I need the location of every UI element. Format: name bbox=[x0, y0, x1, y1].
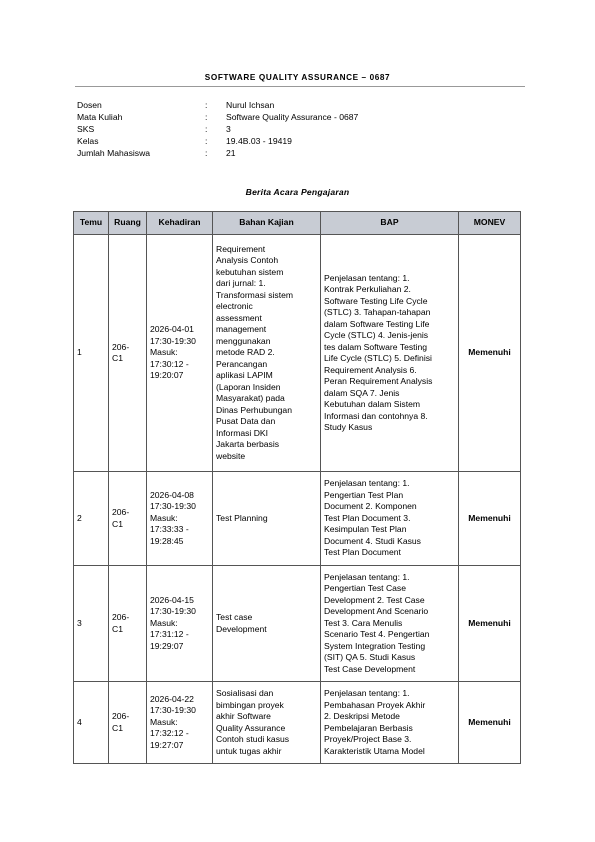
cell-temu: 2 bbox=[74, 472, 109, 566]
info-label: SKS bbox=[77, 124, 95, 134]
info-row-mata-kuliah bbox=[77, 111, 358, 123]
info-value: 21 bbox=[226, 148, 236, 158]
info-value: 3 bbox=[226, 124, 231, 134]
info-colon: : bbox=[205, 136, 208, 146]
column-header-ruang: Ruang bbox=[109, 212, 147, 235]
cell-monev: Memenuhi bbox=[459, 566, 521, 682]
cell-bap: Penjelasan tentang: 1. Pengertian Test Plan Document 2. Komponen Test Plan Document 3. Kesimpulan Test Plan Document 4. Studi Kasus Test Plan Document bbox=[321, 472, 459, 566]
cell-temu: 4 bbox=[74, 682, 109, 764]
table-header-row bbox=[74, 212, 521, 235]
info-label: Mata Kuliah bbox=[77, 112, 123, 122]
info-value: Nurul Ichsan bbox=[226, 100, 275, 110]
cell-ruang: 206- C1 bbox=[109, 682, 147, 764]
table-row bbox=[74, 566, 521, 682]
info-row-kelas bbox=[77, 135, 358, 147]
cell-kehadiran: 2026-04-01 17:30-19:30 Masuk: 17:30:12 - 19:20:07 bbox=[147, 235, 213, 472]
cell-bap: Penjelasan tentang: 1. Kontrak Perkuliahan 2. Software Testing Life Cycle (STLC) 3. Tahapan-tahapan dalam Software Testing Life Cycle (STLC) 4. Jenis-jenis tes dalam Software Testing Life Cycle (STLC) 5. Definisi Requirement Analysis 6. Peran Requirement Analysis dalam SQA 7. Jenis Kebutuhan dalam Sistem Informasi dan contohnya 8. Study Kasus bbox=[321, 235, 459, 472]
cell-temu: 3 bbox=[74, 566, 109, 682]
cell-bahan-kajian: Test Planning bbox=[213, 472, 321, 566]
info-label: Jumlah Mahasiswa bbox=[77, 148, 151, 158]
info-value: 19.4B.03 - 19419 bbox=[226, 136, 292, 146]
cell-kehadiran: 2026-04-22 17:30-19:30 Masuk: 17:32:12 - 19:27:07 bbox=[147, 682, 213, 764]
info-label: Dosen bbox=[77, 100, 102, 110]
column-header-monev: MONEV bbox=[459, 212, 521, 235]
cell-bap: Penjelasan tentang: 1. Pembahasan Proyek Akhir 2. Deskripsi Metode Pembelajaran Berbasis Proyek/Project Base 3. Karakteristik Utama Model bbox=[321, 682, 459, 764]
table-row bbox=[74, 472, 521, 566]
title-divider bbox=[75, 86, 525, 87]
info-label: Kelas bbox=[77, 136, 99, 146]
cell-ruang: 206- C1 bbox=[109, 235, 147, 472]
column-header-bap: BAP bbox=[321, 212, 459, 235]
cell-bap: Penjelasan tentang: 1. Pengertian Test Case Development 2. Test Case Development And Scenario Test 3. Cara Menulis Scenario Test 4. Pengertian System Integration Testing (SIT) QA 5. Studi Kasus Test Case Development bbox=[321, 566, 459, 682]
cell-bahan-kajian: Requirement Analysis Contoh kebutuhan sistem dari jurnal: 1. Transformasi sistem electronic assessment management menggunakan metode RAD 2. Perancangan aplikasi LAPIM (Laporan Insiden Masyarakat) pada Dinas Perhubungan Pusat Data dan Informasi DKI Jakarta berbasis website bbox=[213, 235, 321, 472]
document-title: SOFTWARE QUALITY ASSURANCE – 0687 bbox=[204, 73, 391, 82]
cell-monev: Memenuhi bbox=[459, 472, 521, 566]
table-row bbox=[74, 682, 521, 764]
cell-monev: Memenuhi bbox=[459, 682, 521, 764]
course-info bbox=[77, 99, 358, 159]
table-row bbox=[74, 235, 521, 472]
cell-ruang: 206- C1 bbox=[109, 566, 147, 682]
cell-bahan-kajian: Sosialisasi dan bimbingan proyek akhir Software Quality Assurance Contoh studi kasus untuk tugas akhir bbox=[213, 682, 321, 764]
info-colon: : bbox=[205, 148, 208, 158]
info-row-sks bbox=[77, 123, 358, 135]
section-title: Berita Acara Pengajaran bbox=[245, 187, 350, 197]
info-value: Software Quality Assurance - 0687 bbox=[226, 112, 359, 122]
cell-kehadiran: 2026-04-15 17:30-19:30 Masuk: 17:31:12 - 19:29:07 bbox=[147, 566, 213, 682]
cell-bahan-kajian: Test case Development bbox=[213, 566, 321, 682]
info-row-dosen bbox=[77, 99, 358, 111]
info-row-jumlah-mahasiswa bbox=[77, 147, 358, 159]
cell-ruang: 206- C1 bbox=[109, 472, 147, 566]
column-header-temu: Temu bbox=[74, 212, 109, 235]
info-colon: : bbox=[205, 100, 208, 110]
cell-kehadiran: 2026-04-08 17:30-19:30 Masuk: 17:33:33 - 19:28:45 bbox=[147, 472, 213, 566]
cell-monev: Memenuhi bbox=[459, 235, 521, 472]
bap-table bbox=[73, 211, 521, 764]
info-colon: : bbox=[205, 124, 208, 134]
cell-temu: 1 bbox=[74, 235, 109, 472]
column-header-kehadiran: Kehadiran bbox=[147, 212, 213, 235]
info-colon: : bbox=[205, 112, 208, 122]
column-header-bahan-kajian: Bahan Kajian bbox=[213, 212, 321, 235]
